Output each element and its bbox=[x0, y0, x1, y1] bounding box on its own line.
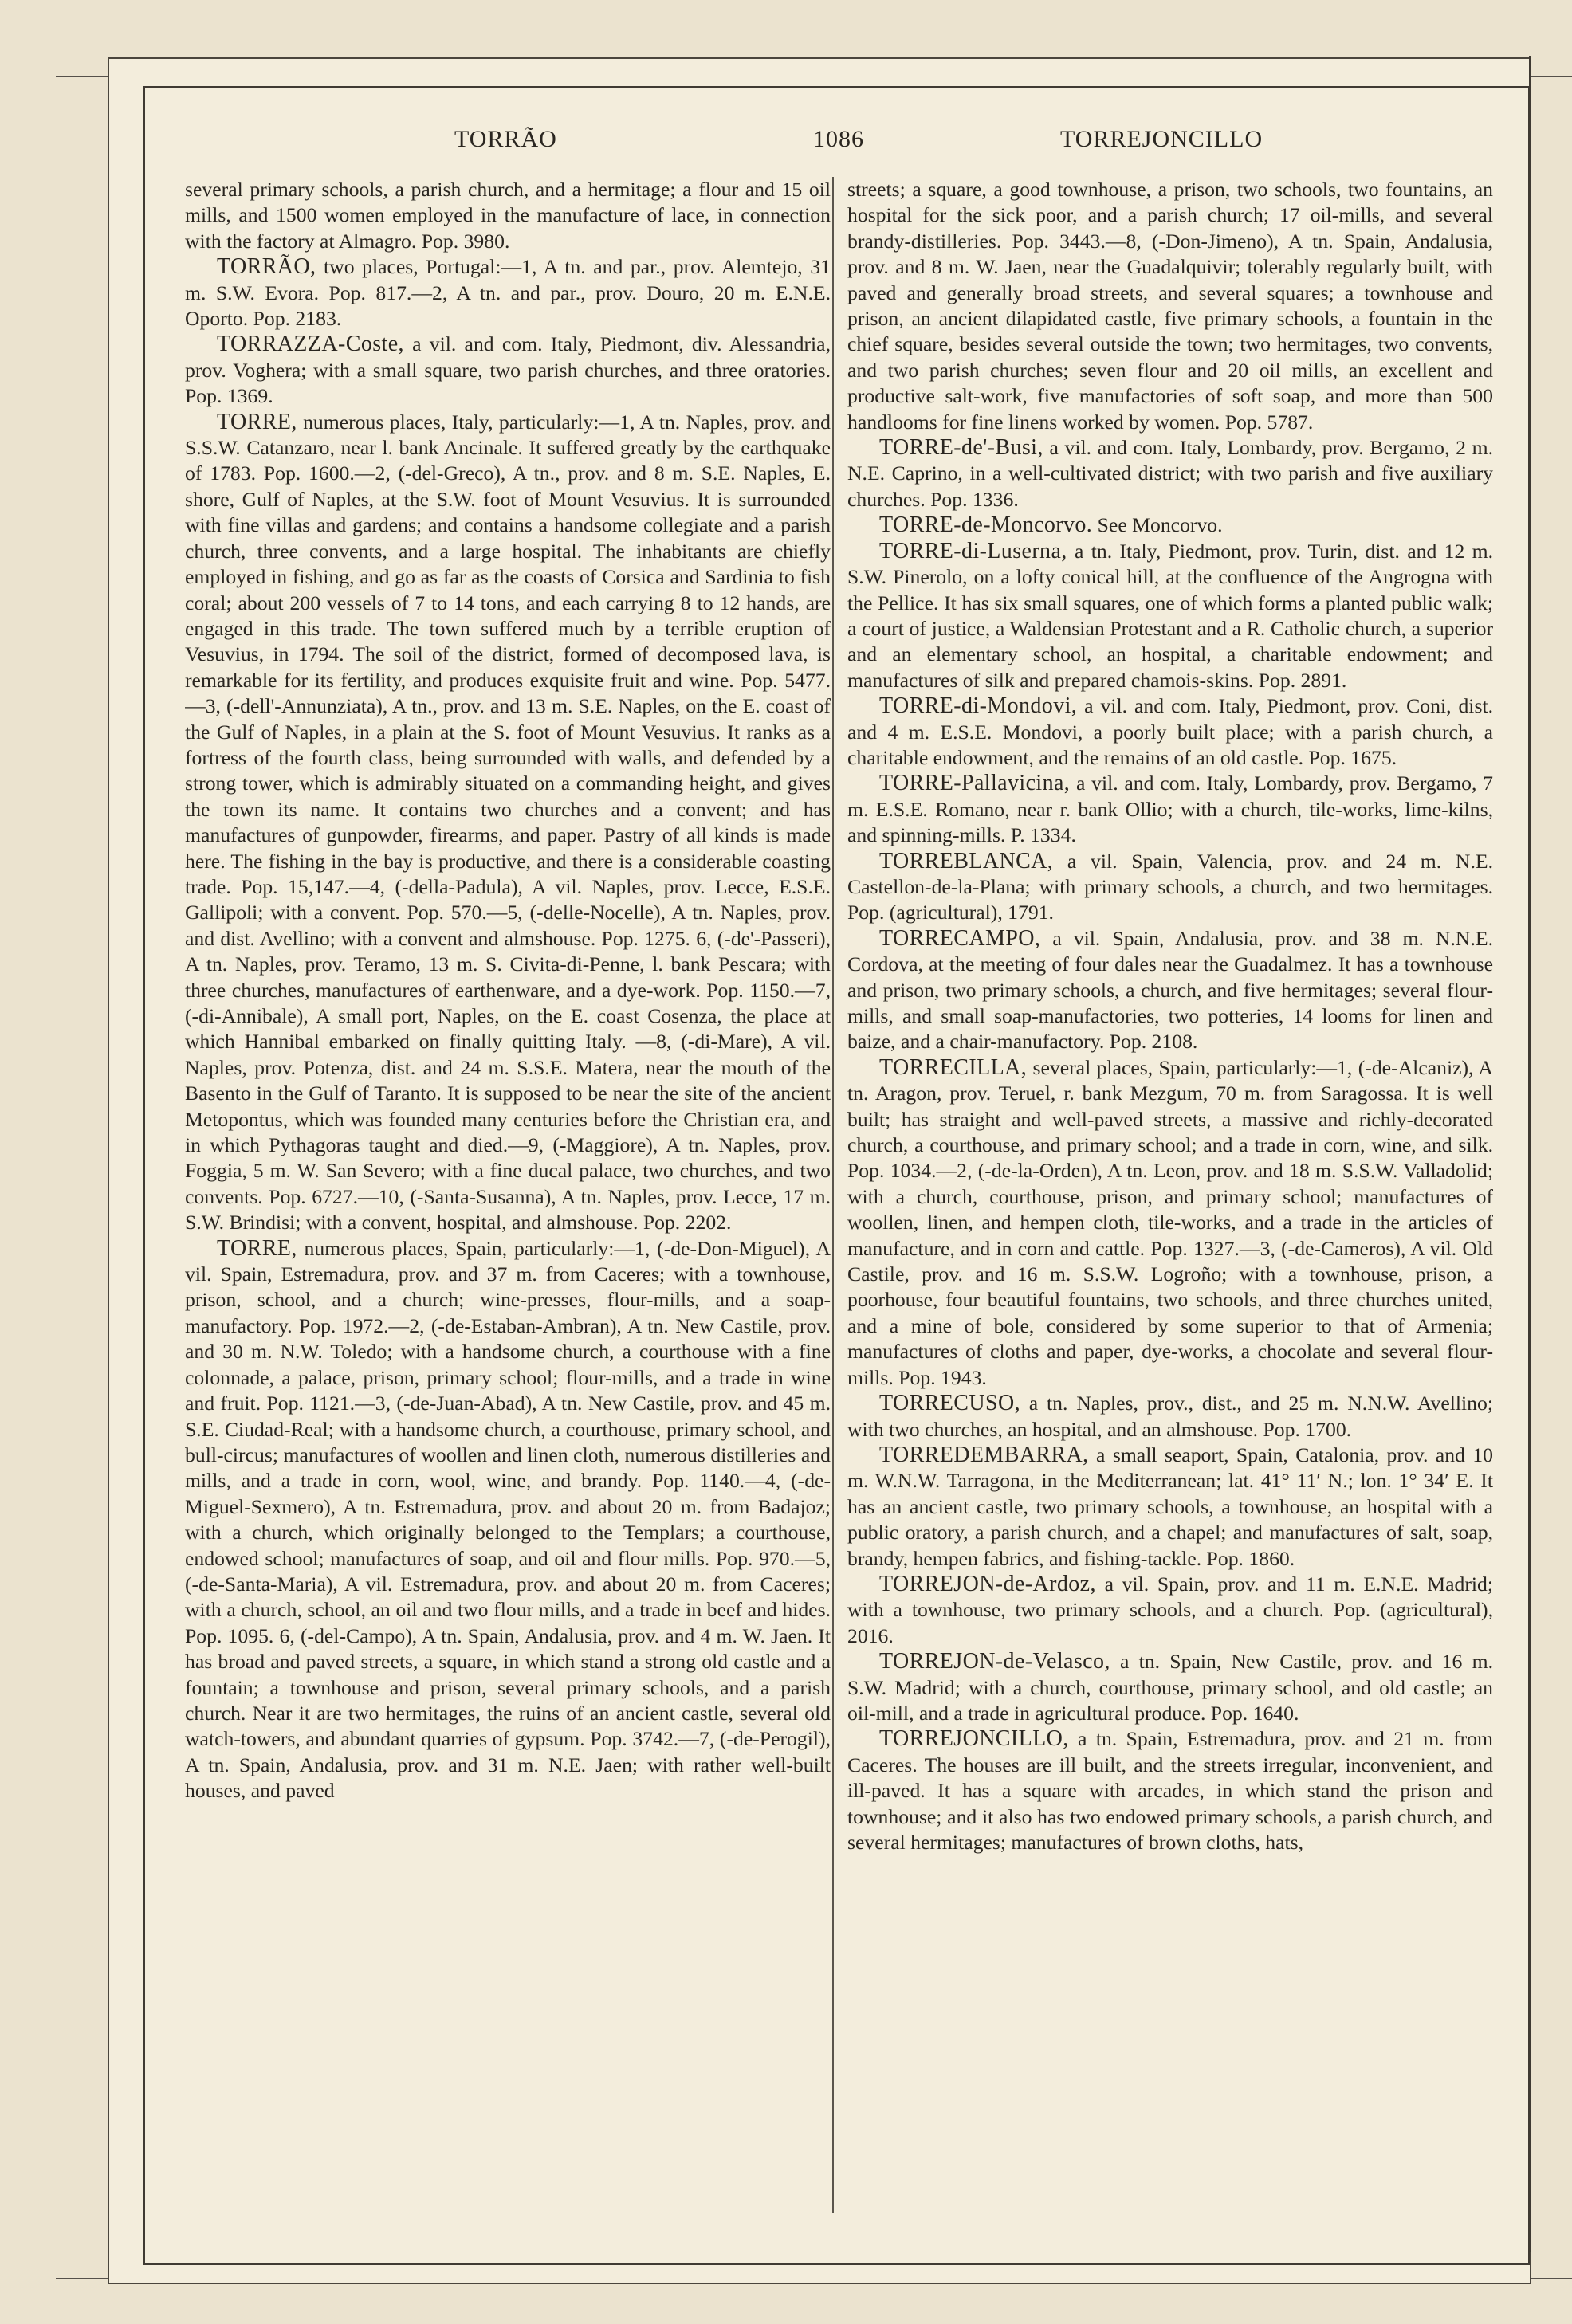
entry-headword: TORRECILLA, bbox=[879, 1054, 1028, 1080]
entry-headword: TORRÃO, bbox=[217, 254, 316, 280]
entry-headword: TORREJON-de-Ardoz, bbox=[879, 1571, 1096, 1596]
entry-text: a tn. Naples, prov., dist., and 25 m. N.N.W. Avellino; with two churches, an hospital, and an almshouse. Pop. 1700. bbox=[847, 1392, 1493, 1441]
entry-headword: TORRE-di-Luserna, bbox=[879, 538, 1067, 563]
entry-headword: TORRE-Pallavicina, bbox=[879, 771, 1071, 796]
entry-text: a tn. Spain, New Castile, prov. and 16 m. S.W. Madrid; with a church, courthouse, primary school, and old castle; an oil-mill, and a trade in agricultural produce. Pop. 1640. bbox=[847, 1650, 1493, 1725]
dictionary-entry bbox=[847, 771, 1493, 848]
entry-text: streets; a square, a good townhouse, a prison, two schools, two fountains, an hospital for the sick poor, and a parish church; 17 oil-mills, and several brandy-distilleries. Pop. 3443.—8, (-Don-Jimeno), A tn. Spain, Andalusia, prov. and 8 m. W. Jaen, near the Guadalquivir; tolerably regularly built, with paved and generally broad streets, and several squares; a townhouse and prison, an ancient dilapidated castle, five primary schools, a fountain in the chief square, besides several outside the town; two hermitages, two convents, and two parish churches; seven flour and 20 oil mills, an excellent and productive salt-work, five manufactories of soft soap, and more than 500 handlooms for fine linens worked by women. Pop. 5787. bbox=[847, 178, 1493, 434]
dictionary-entry bbox=[185, 177, 831, 254]
dictionary-entry bbox=[847, 1391, 1493, 1443]
entry-headword: TORRE-de-Moncorvo. bbox=[879, 512, 1093, 538]
dictionary-entry bbox=[185, 1236, 831, 1804]
dictionary-entry bbox=[847, 1443, 1493, 1572]
dictionary-entry bbox=[847, 849, 1493, 926]
dictionary-entry bbox=[847, 1649, 1493, 1726]
dictionary-entry bbox=[847, 177, 1493, 435]
dictionary-entry bbox=[847, 1572, 1493, 1649]
entry-text: a tn. Italy, Piedmont, prov. Turin, dist. and 12 m. S.W. Pinerolo, on a lofty conical hill, at the confluence of the Angrogna with the Pellice. It has six small squares, one of which forms a planted public walk; a court of justice, a Waldensian Protestant and a R. Catholic church, a superior and an elementary school, an hospital, a charitable endowment; and manufactures of silk and prepared chamois-skins. Pop. 2891. bbox=[847, 539, 1493, 692]
spine-line bbox=[1529, 56, 1531, 2252]
entry-headword: TORREBLANCA, bbox=[879, 848, 1054, 873]
entry-text: a vil. Spain, prov. and 11 m. E.N.E. Madrid; with a townhouse, two primary schools, and a church. Pop. (agricultural), 2016. bbox=[847, 1572, 1493, 1647]
entry-text: a vil. and com. Italy, Piedmont, prov. Coni, dist. and 4 m. E.S.E. Mondovi, a poorly built place; with a parish church, a charitable endowment, and the remains of an old castle. Pop. 1675. bbox=[847, 694, 1493, 769]
entry-text: a small seaport, Spain, Catalonia, prov. and 10 m. W.N.W. Tarragona, in the Mediterranean; lat. 41° 11′ N.; lon. 1° 34′ E. It has an ancient castle, two primary schools, a townhouse, an hospital with a public oratory, a parish church, and a chapel; and manufactures of salt, soap, brandy, hempen fabrics, and fishing-tackle. Pop. 1860. bbox=[847, 1443, 1493, 1570]
entry-text: numerous places, Italy, particularly:—1, A tn. Naples, prov. and S.S.W. Catanzaro, near l. bank Ancinale. It suffered greatly by the earthquake of 1783. Pop. 1600.—2, (-del-Greco), A tn., prov. and 8 m. S.E. Naples, E. shore, Gulf of Naples, at the S.W. foot of Mount Vesuvius. It is surrounded with fine villas and gardens; and contains a handsome collegiate and a parish church, three convents, and a large hospital. The inhabitants are chiefly employed in fishing, and go as far as the coasts of Corsica and Sardinia to fish coral; about 200 vessels of 7 to 14 tons, and each carrying 8 to 12 hands, are engaged in this trade. The town suffered much by a terrible eruption of Vesuvius, in 1794. The soil of the district, formed of decomposed lava, is remarkable for its fertility, and produces exquisite fruit and wine. Pop. 5477.—3, (-dell'-Annunziata), A tn., prov. and 13 m. S.E. Naples, on the E. coast of the Gulf of Naples, in a plain at the S. foot of Mount Vesuvius. It ranks as a fortress of the fourth class, being surrounded with walls, and defended by a strong tower, which is admirably situated on a commanding height, and gives the town its name. It contains two churches and a convent; and has manufactures of gunpowder, firearms, and paper. Pastry of all kinds is made here. The fishing in the bay is productive, and there is a considerable coasting trade. Pop. 15,147.—4, (-della-Padula), A vil. Naples, prov. Lecce, E.S.E. Gallipoli; with a convent. Pop. 570.—5, (-delle-Nocelle), A tn. Naples, prov. and dist. Avellino; with a convent and almshouse. Pop. 1275. 6, (-de'-Passeri), A tn. Naples, prov. Teramo, 13 m. S. Civita-di-Penne, l. bank Pescara; with three churches, manufactures of earthenware, and a dye-work. Pop. 1150.—7, (-di-Annibale), A small port, Naples, on the E. coast Cosenza, the place at which Hannibal embarked on finally quitting Italy. —8, (-di-Mare), A vil. Naples, prov. Potenza, dist. and 24 m. S.S.E. Matera, near the mouth of the Basento in the Gulf of Taranto. It is supposed to be near the site of the ancient Metopontus, which was founded many centuries before the Christian era, and in which Pythagoras taught and died.—9, (-Maggiore), A tn. Naples, prov. Foggia, 5 m. W. San Severo; with a fine ducal palace, two churches, and two convents. Pop. 6727.—10, (-Santa-Susanna), A tn. Naples, prov. Lecce, 17 m. S.W. Brindisi; with a convent, hospital, and almshouse. Pop. 2202. bbox=[185, 410, 831, 1235]
page-number: 1086 bbox=[813, 126, 864, 152]
entry-text: a vil. Spain, Andalusia, prov. and 38 m. N.N.E. Cordova, at the meeting of four dales near the Guadalmez. It has a townhouse and prison, two primary schools, a church, and five hermitages; several flour-mills, and small soap-manufactories, two potteries, 14 looms for linen and baize, and a chair-manufactory. Pop. 2108. bbox=[847, 926, 1493, 1054]
right-column bbox=[847, 177, 1493, 2217]
entry-text: two places, Portugal:—1, A tn. and par., prov. Alemtejo, 31 m. S.W. Evora. Pop. 817.—2, A tn. and par., prov. Douro, 20 m. E.N.E. Oporto. Pop. 2183. bbox=[185, 255, 831, 331]
dictionary-entry bbox=[847, 435, 1493, 512]
entry-headword: TORRAZZA-Coste, bbox=[217, 332, 404, 357]
dictionary-entry bbox=[847, 693, 1493, 771]
header-left-word: TORRÃO bbox=[454, 126, 557, 152]
dictionary-entry bbox=[847, 926, 1493, 1055]
entry-headword: TORREDEMBARRA, bbox=[879, 1442, 1089, 1467]
entry-headword: TORRE, bbox=[217, 1235, 297, 1261]
dictionary-entry bbox=[847, 539, 1493, 693]
dictionary-entry bbox=[847, 1726, 1493, 1855]
entry-text: a vil. and com. Italy, Lombardy, prov. Bergamo, 2 m. N.E. Caprino, in a well-cultivated district; with two parish and five auxiliary churches. Pop. 1336. bbox=[847, 436, 1493, 511]
dictionary-entry bbox=[185, 410, 831, 1236]
dictionary-entry bbox=[847, 512, 1493, 538]
left-column bbox=[185, 177, 831, 2217]
entry-headword: TORREJONCILLO, bbox=[879, 1726, 1069, 1752]
entry-headword: TORRE-di-Mondovi, bbox=[879, 693, 1078, 719]
running-head bbox=[183, 126, 1523, 161]
entry-headword: TORRECUSO, bbox=[879, 1391, 1020, 1416]
entry-headword: TORRECAMPO, bbox=[879, 925, 1041, 951]
dictionary-entry bbox=[185, 332, 831, 409]
column-divider bbox=[832, 177, 834, 2213]
entry-text: a vil. and com. Italy, Lombardy, prov. Bergamo, 7 m. E.S.E. Romano, near r. bank Ollio; with a church, tile-works, lime-kilns, and spinning-mills. P. 1334. bbox=[847, 771, 1493, 847]
entry-text: several places, Spain, particularly:—1, (-de-Alcaniz), A tn. Aragon, prov. Teruel, r. bank Mezgum, 70 m. from Saragossa. It is well built; has straight and well-paved streets, a massive and richly-decorated church, a courthouse, and primary school; and a trade in corn, wine, and silk. Pop. 1034.—2, (-de-la-Orden), A tn. Leon, prov. and 18 m. S.S.W. Valladolid; with a church, courthouse, prison, and primary school; manufactures of woollen, linen, and hempen cloth, tile-works, and a trade in the articles of manufacture, and in corn and cattle. Pop. 1327.—3, (-de-Cameros), A vil. Old Castile, prov. and 16 m. S.S.W. Logroño; with a townhouse, prison, a poorhouse, four beautiful fountains, two schools, and three churches united, and a mine of bole, considered by some superior to that of Armenia; manufactures of cloths and paper, dye-works, a chocolate and several flour-mills. Pop. 1943. bbox=[847, 1055, 1493, 1389]
entry-text: a vil. and com. Italy, Piedmont, div. Alessandria, prov. Voghera; with a small square, two parish churches, and three oratories. Pop. 1369. bbox=[185, 332, 831, 408]
entry-text: several primary schools, a parish church, and a hermitage; a flour and 15 oil mills, and 1500 women employed in the manufacture of lace, in connection with the factory at Almagro. Pop. 3980. bbox=[185, 178, 831, 253]
entry-text: numerous places, Spain, particularly:—1, (-de-Don-Miguel), A vil. Spain, Estremadura, prov. and 37 m. from Caceres; with a townhouse, prison, school, and a church; wine-presses, flour-mills, and a soap-manufactory. Pop. 1972.—2, (-de-Estaban-Ambran), A tn. New Castile, prov. and 30 m. N.W. Toledo; with a handsome church, a courthouse with a fine colonnade, a palace, prison, primary school; flour-mills, and a trade in wine and fruit. Pop. 1121.—3, (-de-Juan-Abad), A tn. New Castile, prov. and 45 m. S.E. Ciudad-Real; with a handsome church, a courthouse, primary school, and bull-circus; manufactures of woollen and linen cloth, numerous distilleries and mills, and a trade in corn, wool, wine, and brandy. Pop. 1140.—4, (-de-Miguel-Sexmero), A tn. Estremadura, prov. and about 20 m. from Badajoz; with a church, which originally belonged to the Templars; a courthouse, endowed school; manufactures of soap, and oil and flour mills. Pop. 970.—5, (-de-Santa-Maria), A vil. Estremadura, prov. and about 20 m. from Caceres; with a church, school, an oil and two flour mills, and a trade in beef and hides. Pop. 1095. 6, (-del-Campo), A tn. Spain, Andalusia, prov. and 4 m. W. Jaen. It has broad and paved streets, a square, in which stand a strong old castle and a fountain; a townhouse and prison, several primary schools, and a parish church. Near it are two hermitages, the ruins of an ancient castle, several old watch-towers, and abundant quarries of gypsum. Pop. 3742.—7, (-de-Perogil), A tn. Spain, Andalusia, prov. and 31 m. N.E. Jaen; with rather well-built houses, and paved bbox=[185, 1236, 831, 1803]
entry-headword: TORRE-de'-Busi, bbox=[879, 435, 1043, 461]
dictionary-entry bbox=[847, 1055, 1493, 1391]
entry-text: a vil. Spain, Valencia, prov. and 24 m. N.E. Castellon-de-la-Plana; with primary schools, a church, and two hermitages. Pop. (agricultural), 1791. bbox=[847, 849, 1493, 924]
dictionary-entry bbox=[185, 254, 831, 332]
entry-text: See Moncorvo. bbox=[1097, 513, 1223, 537]
entry-text: a tn. Spain, Estremadura, prov. and 21 m. from Caceres. The houses are ill built, and the streets irregular, inconvenient, and ill-paved. It has a square with arcades, in which stand the prison and townhouse; and it also has two endowed primary schools, a parish church, and several hermitages; manufactures of brown cloths, hats, bbox=[847, 1727, 1493, 1854]
entry-headword: TORRE, bbox=[217, 409, 297, 434]
entry-headword: TORREJON-de-Velasco, bbox=[879, 1649, 1110, 1674]
header-right-word: TORREJONCILLO bbox=[1060, 126, 1263, 152]
